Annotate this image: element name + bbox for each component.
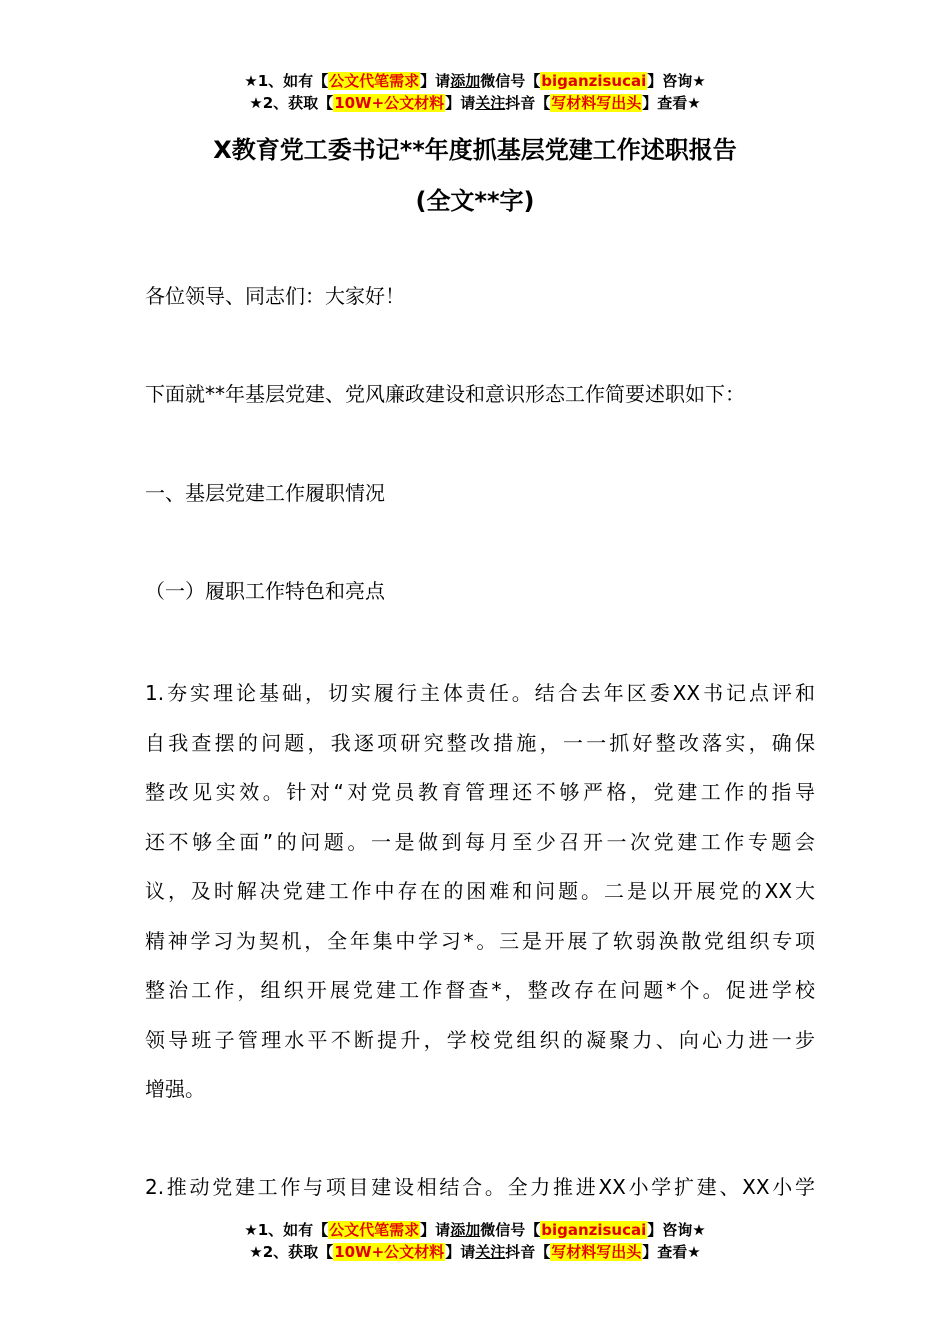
paragraph-line: 领导班子管理水平不断提升，学校党组织的凝聚力、向心力进一步 [145, 1027, 815, 1052]
promo-underline: 关注 [475, 1243, 506, 1261]
promo-line-2 [0, 92, 950, 114]
promo-text: ★1、如有【 [244, 1221, 329, 1239]
promo-underline: 添加 [450, 72, 481, 90]
promo-text: 抖音【 [505, 94, 551, 112]
paragraph-line: 1.夯实理论基础，切实履行主体责任。结合去年区委XX书记点评和 [145, 681, 815, 705]
promo-text: 】咨询★ [647, 1221, 706, 1239]
promo-text: ★1、如有【 [244, 72, 329, 90]
promo-highlight: biganzisucai [541, 1221, 647, 1239]
paragraph-line: 2.推动党建工作与项目建设相结合。全力推进XX小学扩建、XX小学 [145, 1175, 815, 1199]
promo-banner-bottom [0, 1219, 950, 1263]
item-2-paragraph [145, 1163, 815, 1213]
paragraph-line: 整治工作，组织开展党建工作督查*，整改存在问题*个。促进学校 [145, 978, 815, 1002]
paragraph-line: 精神学习为契机，全年集中学习*。三是开展了软弱涣散党组织专项 [145, 928, 815, 953]
promo-highlight: 10W+公文材料 [334, 94, 445, 112]
paragraph-line: 整改见实效。针对“对党员教育管理还不够严格，党建工作的指导 [145, 780, 815, 804]
promo-highlight: biganzisucai [541, 72, 647, 90]
promo-banner-top [0, 70, 950, 114]
promo-highlight: 公文代笔需求 [329, 1221, 420, 1239]
subsection-heading: （一）履职工作特色和亮点 [145, 579, 385, 603]
promo-text: 】请 [445, 94, 476, 112]
promo-text: 】查看★ [642, 1243, 701, 1261]
item-1-paragraph [145, 669, 815, 1115]
promo-text: ★2、获取【 [249, 1243, 334, 1261]
promo-text: 】请 [445, 1243, 476, 1261]
promo-highlight: 写材料写出头 [551, 94, 642, 112]
section-heading: 一、基层党建工作履职情况 [145, 481, 385, 505]
promo-text: 微信号【 [480, 1221, 541, 1239]
promo-highlight: 10W+公文材料 [334, 1243, 445, 1261]
greeting: 各位领导、同志们：大家好！ [145, 284, 405, 308]
promo-highlight: 写材料写出头 [551, 1243, 642, 1261]
intro-paragraph: 下面就**年基层党建、党风廉政建设和意识形态工作简要述职如下： [145, 382, 745, 406]
promo-text: 抖音【 [505, 1243, 551, 1261]
promo-highlight: 公文代笔需求 [329, 72, 420, 90]
paragraph-line: 自我查摆的问题，我逐项研究整改措施，一一抓好整改落实，确保 [145, 730, 815, 755]
document-subtitle: (全文**字) [415, 187, 535, 215]
promo-underline: 添加 [450, 1221, 481, 1239]
promo-line-1 [0, 1219, 950, 1241]
promo-text: 】查看★ [642, 94, 701, 112]
promo-line-2 [0, 1241, 950, 1263]
promo-text: ★2、获取【 [249, 94, 334, 112]
promo-text: 】请 [420, 72, 451, 90]
promo-text: 】请 [420, 1221, 451, 1239]
paragraph-line: 议，及时解决党建工作中存在的困难和问题。二是以开展党的XX大 [145, 879, 815, 903]
paragraph-line: 增强。 [145, 1077, 205, 1101]
promo-line-1 [0, 70, 950, 92]
promo-text: 微信号【 [480, 72, 541, 90]
promo-text: 】咨询★ [647, 72, 706, 90]
paragraph-line: 还不够全面”的问题。一是做到每月至少召开一次党建工作专题会 [145, 829, 815, 854]
promo-underline: 关注 [475, 94, 506, 112]
document-title: X教育党工委书记**年度抓基层党建工作述职报告 [213, 136, 737, 164]
